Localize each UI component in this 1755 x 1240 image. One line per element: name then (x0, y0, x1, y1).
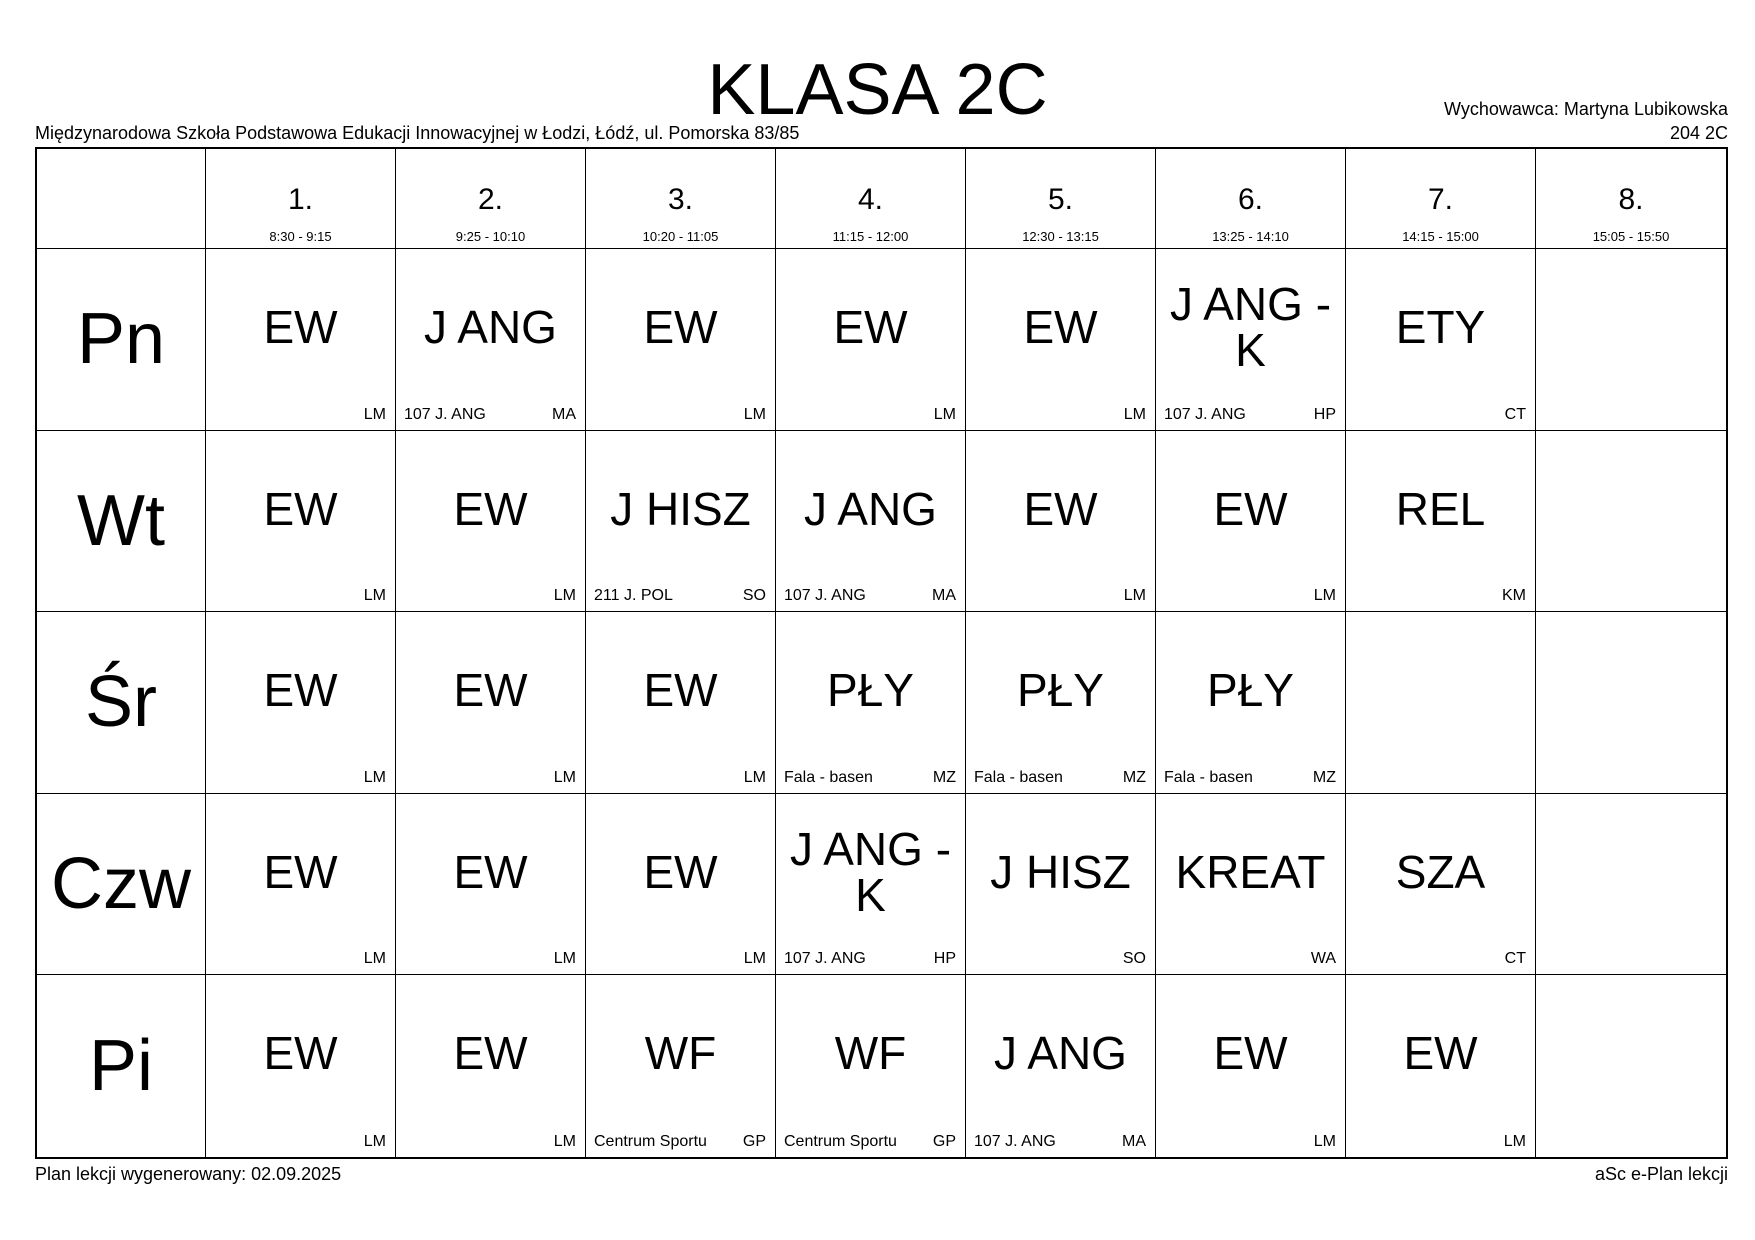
lesson-teacher: MZ (1122, 768, 1146, 786)
lesson-cell (396, 612, 586, 794)
lesson-teacher: WA (1310, 950, 1336, 968)
lesson-cell (776, 249, 966, 431)
lesson-subject: J ANG - K (789, 822, 952, 921)
lesson-subject: EW (263, 482, 338, 535)
lesson-subject: EW (453, 664, 528, 717)
class-room: 204 2C (1669, 123, 1728, 143)
lesson-room: Fala - basen (784, 768, 873, 786)
lesson-subject: EW (1403, 1027, 1478, 1080)
lesson-subject: PŁY (827, 664, 914, 717)
lesson-cell (1156, 612, 1346, 794)
lesson-teacher: LM (553, 768, 576, 786)
lesson-subject (1540, 249, 1722, 405)
lesson-subject: EW (643, 301, 718, 353)
lesson-room: 107 J. ANG (784, 587, 866, 605)
period-time: 13:25 - 14:10 (1212, 229, 1289, 244)
lesson-room: 107 J. ANG (784, 950, 866, 968)
lesson-teacher: SO (742, 587, 766, 605)
lesson-subject: EW (263, 301, 338, 353)
lesson-cell (206, 612, 396, 794)
period-number: 1. (287, 183, 314, 216)
lesson-teacher: HP (1313, 405, 1336, 423)
day-cell (37, 612, 206, 794)
lesson-room: Fala - basen (974, 768, 1063, 786)
period-header (586, 149, 776, 249)
lesson-teacher: LM (1503, 1133, 1526, 1150)
lesson-subject: EW (453, 845, 528, 898)
lesson-teacher: GP (742, 1133, 766, 1150)
lesson-teacher: MZ (932, 768, 956, 786)
period-header (396, 149, 586, 249)
lesson-teacher: LM (1123, 405, 1146, 423)
lesson-cell (206, 249, 396, 431)
lesson-teacher: SO (1122, 950, 1146, 968)
class-teacher: Wychowawca: Martyna Lubikowska (1444, 99, 1728, 119)
lesson-cell (966, 975, 1156, 1157)
lesson-subject (1350, 612, 1531, 768)
lesson-subject: PŁY (1017, 664, 1104, 717)
period-header (776, 149, 966, 249)
lesson-teacher: MA (932, 587, 956, 605)
lesson-subject: WF (644, 1027, 717, 1080)
period-time: 14:15 - 15:00 (1402, 229, 1479, 244)
day-cell (37, 249, 206, 431)
lesson-teacher: LM (553, 1133, 576, 1150)
lesson-cell (206, 794, 396, 976)
lesson-teacher: LM (363, 1133, 386, 1150)
lesson-teacher: LM (1313, 1133, 1336, 1150)
software-name: aSc e-Plan lekcji (1594, 1164, 1728, 1184)
lesson-cell (586, 431, 776, 613)
lesson-teacher: LM (553, 587, 576, 605)
lesson-cell (586, 975, 776, 1157)
lesson-cell (1156, 431, 1346, 613)
period-number: 6. (1237, 183, 1264, 216)
day-cell (37, 794, 206, 976)
period-header (1346, 149, 1536, 249)
lesson-cell (396, 431, 586, 613)
lesson-subject: J ANG (804, 482, 937, 535)
lesson-cell (1536, 975, 1726, 1157)
lesson-teacher: LM (933, 405, 956, 423)
lesson-subject: PŁY (1207, 664, 1294, 717)
period-header (1156, 149, 1346, 249)
lesson-cell (1346, 249, 1536, 431)
lesson-cell (776, 975, 966, 1157)
lesson-subject: J ANG (994, 1027, 1127, 1080)
day-name: Wt (77, 480, 165, 561)
period-number: 5. (1047, 183, 1074, 216)
lesson-teacher: LM (363, 950, 386, 968)
lesson-teacher: GP (932, 1133, 956, 1150)
period-number: 3. (667, 183, 694, 216)
period-number: 7. (1427, 183, 1454, 216)
day-cell (37, 431, 206, 613)
corner-cell (37, 149, 206, 249)
lesson-subject: EW (1023, 301, 1098, 353)
lesson-cell (1156, 975, 1346, 1157)
lesson-subject: EW (643, 664, 718, 717)
period-number: 2. (477, 183, 504, 216)
lesson-subject: EW (1213, 482, 1288, 535)
lesson-cell (966, 249, 1156, 431)
lesson-subject (1540, 794, 1722, 950)
lesson-cell (1346, 975, 1536, 1157)
period-time: 15:05 - 15:50 (1592, 229, 1670, 244)
lesson-room: Centrum Sportu (594, 1133, 707, 1150)
lesson-subject (1540, 975, 1722, 1131)
lesson-subject: EW (453, 482, 528, 535)
lesson-subject: J HISZ (990, 845, 1131, 898)
lesson-cell (966, 794, 1156, 976)
lesson-room: 211 J. POL (594, 587, 673, 605)
lesson-teacher: LM (1123, 587, 1146, 605)
lesson-cell (1346, 794, 1536, 976)
lesson-room: 107 J. ANG (404, 405, 486, 423)
lesson-subject: J HISZ (610, 482, 751, 535)
lesson-cell (1346, 431, 1536, 613)
lesson-subject: KREAT (1175, 845, 1326, 898)
lesson-subject: REL (1395, 482, 1486, 535)
lesson-subject: EW (833, 301, 908, 353)
day-cell (37, 975, 206, 1157)
period-header (1536, 149, 1726, 249)
period-number: 4. (857, 183, 884, 216)
timetable-grid (35, 147, 1728, 1159)
lesson-teacher: LM (553, 950, 576, 968)
lesson-subject: J ANG (424, 301, 557, 353)
period-time: 11:15 - 12:00 (832, 229, 909, 244)
lesson-cell (1156, 794, 1346, 976)
lesson-cell (1536, 612, 1726, 794)
day-name: Śr (85, 662, 157, 743)
lesson-cell (966, 612, 1156, 794)
lesson-subject: SZA (1395, 845, 1486, 898)
page-title: KLASA 2C (707, 50, 1048, 130)
lesson-subject (1540, 612, 1722, 768)
lesson-cell (1536, 249, 1726, 431)
lesson-teacher: LM (1313, 587, 1336, 605)
period-number: 8. (1618, 183, 1644, 216)
lesson-teacher: MA (552, 405, 576, 423)
period-time: 10:20 - 11:05 (642, 229, 719, 244)
period-time: 12:30 - 13:15 (1022, 229, 1099, 244)
lesson-subject: EW (453, 1027, 528, 1080)
period-time: 9:25 - 10:10 (455, 229, 526, 244)
lesson-cell (776, 794, 966, 976)
lesson-cell (396, 975, 586, 1157)
lesson-subject: ETY (1395, 301, 1486, 353)
lesson-cell (776, 431, 966, 613)
period-header (966, 149, 1156, 249)
lesson-cell (1536, 794, 1726, 976)
lesson-cell (1536, 431, 1726, 613)
lesson-cell (1346, 612, 1536, 794)
lesson-subject: WF (834, 1027, 907, 1080)
lesson-cell (966, 431, 1156, 613)
lesson-teacher: MA (1122, 1133, 1146, 1150)
lesson-subject: EW (263, 845, 338, 898)
lesson-subject: J ANG - K (1169, 278, 1332, 376)
day-name: Pi (88, 1026, 154, 1107)
lesson-cell (1156, 249, 1346, 431)
period-time: 8:30 - 9:15 (269, 229, 332, 244)
lesson-teacher: CT (1504, 950, 1526, 968)
lesson-cell (586, 794, 776, 976)
lesson-teacher: LM (363, 405, 386, 423)
lesson-teacher: MZ (1312, 768, 1336, 786)
lesson-teacher: LM (743, 950, 766, 968)
period-header (206, 149, 396, 249)
lesson-room: 107 J. ANG (1164, 405, 1246, 423)
lesson-cell (206, 431, 396, 613)
lesson-teacher: CT (1504, 405, 1526, 423)
lesson-subject: EW (1213, 1027, 1288, 1080)
lesson-subject (1540, 431, 1722, 587)
lesson-room: 107 J. ANG (974, 1133, 1056, 1150)
lesson-teacher: LM (743, 405, 766, 423)
lesson-room: Fala - basen (1164, 768, 1253, 786)
lesson-subject: EW (263, 1027, 338, 1080)
lesson-teacher: LM (363, 768, 386, 786)
lesson-subject: EW (643, 845, 718, 898)
lesson-cell (396, 249, 586, 431)
lesson-teacher: LM (363, 587, 386, 605)
lesson-room: Centrum Sportu (784, 1133, 897, 1150)
lesson-teacher: KM (1502, 587, 1526, 605)
school-name: Międzynarodowa Szkoła Podstawowa Edukacji Innowacyjnej w Łodzi, Łódź, ul. Pomorska 83/85 (35, 123, 800, 143)
day-name: Czw (51, 844, 191, 925)
lesson-cell (396, 794, 586, 976)
generated-date: Plan lekcji wygenerowany: 02.09.2025 (35, 1164, 342, 1184)
lesson-cell (206, 975, 396, 1157)
lesson-teacher: HP (933, 950, 956, 968)
lesson-cell (586, 249, 776, 431)
lesson-cell (776, 612, 966, 794)
lesson-cell (586, 612, 776, 794)
lesson-teacher: LM (743, 768, 766, 786)
day-name: Pn (76, 299, 166, 380)
lesson-subject: EW (1023, 482, 1098, 535)
lesson-subject: EW (263, 664, 338, 717)
